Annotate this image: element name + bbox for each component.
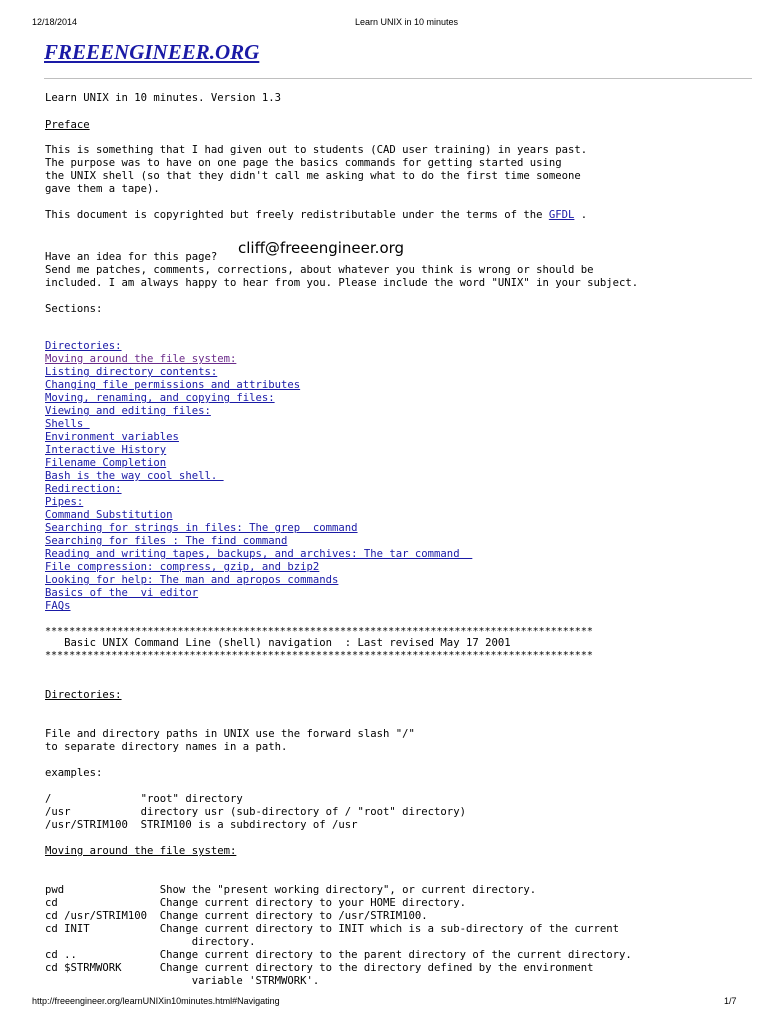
toc-link-faqs[interactable]: FAQs (45, 600, 71, 612)
site-title-link[interactable]: FREEENGINEER.ORG (44, 40, 260, 64)
toc-link-bash[interactable]: Bash is the way cool shell. (45, 470, 224, 482)
print-date: 12/18/2014 (32, 17, 78, 27)
command-row: cd .. Change current directory to the parent directory of the current directory. (45, 949, 632, 961)
examples-label: examples: (45, 767, 103, 779)
toc-link-moving[interactable]: Moving around the file system: (45, 353, 237, 365)
print-page-number: 1/7 (724, 996, 737, 1006)
directories-line-1: File and directory paths in UNIX use the forward slash "/" (45, 728, 415, 740)
patch-line-2: included. I am always happy to hear from you. Please include the word "UNIX" in your subject. (45, 277, 639, 289)
toc-link-viewing[interactable]: Viewing and editing files: (45, 405, 211, 417)
toc-link-permissions[interactable]: Changing file permissions and attributes (45, 379, 301, 391)
banner-stars-bottom: ******************************************************************************************* (45, 650, 593, 661)
toc-link-listing[interactable]: Listing directory contents: (45, 366, 218, 378)
idea-line: Have an idea for this page? (45, 251, 218, 263)
print-title: Learn UNIX in 10 minutes (355, 17, 459, 27)
toc-link-completion[interactable]: Filename Completion (45, 457, 167, 469)
version-line: Learn UNIX in 10 minutes. Version 1.3 (45, 92, 281, 104)
toc-link-compression[interactable]: File compression: compress, gzip, and bzip2 (45, 561, 320, 573)
moving-heading: Moving around the file system: (45, 845, 237, 857)
preface-heading: Preface (45, 119, 90, 131)
copyright-line (45, 209, 587, 222)
command-row: cd INIT Change current directory to INIT which is a sub-directory of the current (45, 923, 620, 935)
preface-line-4: gave them a tape). (45, 183, 160, 195)
command-row-continued: variable 'STRMWORK'. (45, 975, 320, 987)
toc-link-substitution[interactable]: Command Substitution (45, 509, 173, 521)
example-row: /usr/STRIM100 STRIM100 is a subdirectory of /usr (45, 819, 358, 831)
preface-line-2: The purpose was to have on one page the basics commands for getting started using (45, 157, 562, 169)
toc-link-pipes[interactable]: Pipes: (45, 496, 84, 508)
contact-email-image: cliff@freeengineer.org (238, 239, 405, 257)
toc-link-grep[interactable]: Searching for strings in files: The grep command (45, 522, 358, 534)
example-row: /usr directory usr (sub-directory of / "root" directory) (45, 806, 466, 818)
directories-line-2: to separate directory names in a path. (45, 741, 288, 753)
command-row: cd Change current directory to your HOME directory. (45, 897, 466, 909)
preface-line-1: This is something that I had given out to students (CAD user training) in years past. (45, 144, 588, 156)
header-divider (44, 78, 752, 79)
command-row: pwd Show the "present working directory", or current directory. (45, 884, 537, 896)
directories-heading: Directories: (45, 689, 122, 701)
toc-link-environment[interactable]: Environment variables (45, 431, 179, 443)
command-row-continued: directory. (45, 936, 256, 948)
command-row: cd $STRMWORK Change current directory to the directory defined by the environment (45, 962, 594, 974)
toc-link-help[interactable]: Looking for help: The man and apropos commands (45, 574, 339, 586)
copyright-text: This document is copyrighted but freely redistributable under the terms of the (45, 209, 549, 221)
toc-link-copying[interactable]: Moving, renaming, and copying files: (45, 392, 275, 404)
toc-link-tar[interactable]: Reading and writing tapes, backups, and archives: The tar command (45, 548, 473, 560)
print-url: http://freeengineer.org/learnUNIXin10minutes.html#Navigating (32, 996, 280, 1006)
banner-title: Basic UNIX Command Line (shell) navigation : Last revised May 17 2001 (45, 637, 511, 649)
command-row: cd /usr/STRIM100 Change current directory to /usr/STRIM100. (45, 910, 428, 922)
copyright-end: . (574, 209, 588, 221)
toc-link-redirection[interactable]: Redirection: (45, 483, 122, 495)
toc-link-history[interactable]: Interactive History (45, 444, 167, 456)
gfdl-link[interactable]: GFDL (548, 209, 575, 221)
toc-link-find[interactable]: Searching for files : The find command (45, 535, 288, 547)
sections-label: Sections: (45, 303, 103, 315)
toc-link-vi[interactable]: Basics of the vi editor (45, 587, 199, 599)
patch-line-1: Send me patches, comments, corrections, about whatever you think is wrong or should be (45, 264, 594, 276)
example-row: / "root" directory (45, 793, 243, 805)
toc-link-directories[interactable]: Directories: (45, 340, 122, 352)
toc-link-shells[interactable]: Shells (45, 418, 90, 430)
banner-stars-top: ******************************************************************************************* (45, 626, 593, 637)
preface-line-3: the UNIX shell (so that they didn't call me asking what to do the first time someone (45, 170, 581, 182)
